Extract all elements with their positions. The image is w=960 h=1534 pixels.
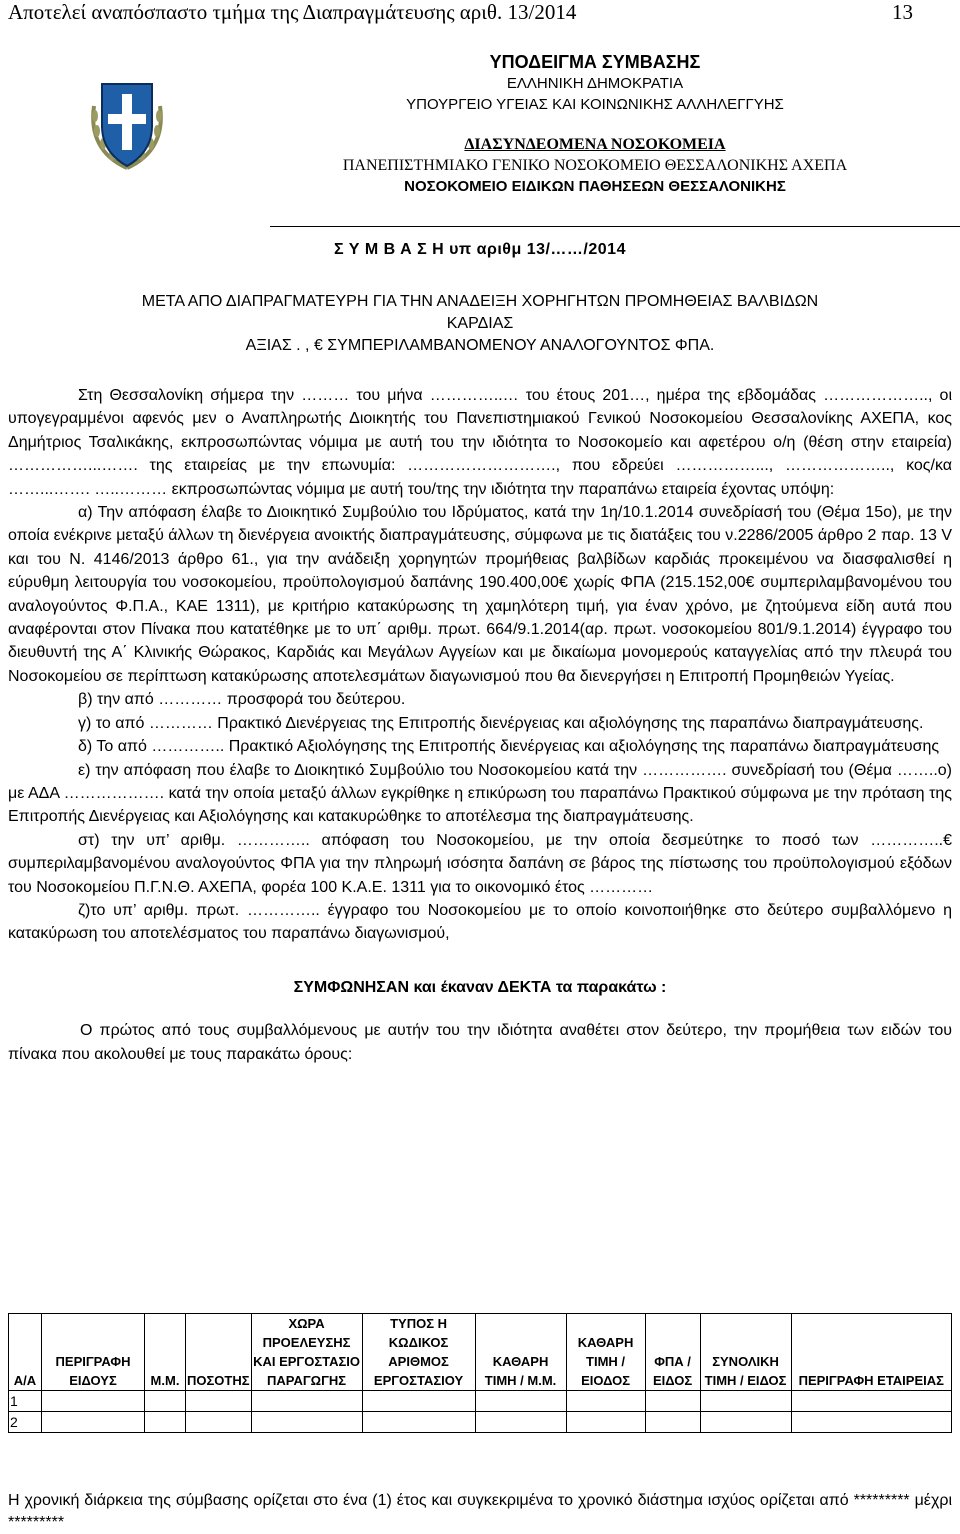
contract-subject xyxy=(0,291,960,357)
clause-e: ε) την απόφαση που έλαβε το Διοικητικό Συμβούλιο του Νοσοκομείου κατά την ……………. συνεδρίασή του (Θέμα ……..ο) με ΑΔΑ ………………. κατά την οποία μεταξύ άλλων εγκρίθηκε η επικύρωση του παραπάνω Πρακτικού σύμφωνα με την πρόταση της Επιτροπής Διενέργειας και Αξιολόγησης και κατακυρώθηκε το αποτέλεσμα της διαπραγμάτευσης. xyxy=(8,761,952,826)
page-number: 13 xyxy=(892,0,913,24)
subject-line-3: ΑΞΙΑΣ . , € ΣΥΜΠΕΡΙΛΑΜΒΑΝΟΜΕΝΟΥ ΑΝΑΛΟΓΟΥΝΤΟΣ ΦΠΑ. xyxy=(245,337,715,354)
heading-divider xyxy=(270,226,960,227)
hospital-name: ΠΑΝΕΠΙΣΤΗΜΙΑΚΟ ΓΕΝΙΚΟ ΝΟΣΟΚΟΜΕΙΟ ΘΕΣΣΑΛΟΝΙΚΗΣ ΑΧΕΠΑ xyxy=(342,157,848,174)
table-row xyxy=(9,1412,952,1433)
clause-st: στ) την υπ’ αριθμ. ………….. απόφαση του Νοσοκομείου, με την οποία δεσμεύτηκε το ποσό των …………..€ συμπεριλαμβανομένου αναλογούντος ΦΠΑ για την πληρωμή ισόσητα δαπάνη σε βάρος της πίστωσης του προϋπολογισμού εξόδων του Νοσοκομείου Π.Γ.Ν.Θ. ΑΧΕΠΑ, φορέα 100 Κ.Α.Ε. 1311 για το οικονομικό έτος ………… xyxy=(8,831,952,896)
column-header: Μ.Μ. xyxy=(145,1314,186,1391)
contract-title: Σ Υ Μ Β Α Σ Η υπ αριθμ 13/……/2014 xyxy=(334,241,626,258)
subject-line-2: ΚΑΡΔΙΑΣ xyxy=(446,315,514,332)
preamble-paragraph: Στη Θεσσαλονίκη σήμερα την ……… του μήνα …………..… του έτους 201…, ημέρα της εβδομάδας ……………….., οι υπογεγραμμένοι αφενός μεν ο Αναπληρωτής Διοικητής του Πανεπιστημιακού Γενικού Νοσοκομείου Θεσσαλονίκης ΑΧΕΠΑ, κος Δημήτριος Τσαλικάκης, εκπροσωπώντας νόμιμα με αυτή του την ιδιότητα το Νοσοκομείο και αφετέρου ο/η (θέση στην εταιρεία) ……………...……. της εταιρείας με την επωνυμία: ………………………., που εδρεύει ……………..., ……………….., κος/κα ……...……. …..……… εκπροσωπώντας νόμιμα με αυτή του/της την ιδιότητα την παραπάνω εταιρεία έχοντας υπόψη: xyxy=(8,387,952,498)
column-header: ΤΥΠΟΣ Η ΚΩΔΙΚΟΣ ΑΡΙΘΜΟΣ ΕΡΓΟΣΤΑΣΙΟΥ xyxy=(362,1314,475,1391)
column-header: ΠΕΡΙΓΡΑΦΗ ΕΤΑΙΡΕΙΑΣ xyxy=(791,1314,951,1391)
contract-body xyxy=(8,384,952,1066)
template-title: ΥΠΟΔΕΙΓΜΑ ΣΥΜΒΑΣΗΣ xyxy=(489,52,701,72)
column-header: ΧΩΡΑ ΠΡΟΕΛΕΥΣΗΣ ΚΑΙ ΕΡΓΟΣΤΑΣΙΟ ΠΑΡΑΓΩΓΗΣ xyxy=(251,1314,362,1391)
column-header: ΣΥΝΟΛΙΚΗ ΤΙΜΗ / ΕΙΔΟΣ xyxy=(700,1314,791,1391)
greek-coat-of-arms-icon xyxy=(88,76,166,172)
column-header: Α/Α xyxy=(9,1314,42,1391)
clause-z: ζ)το υπ’ αριθμ. πρωτ. ………….. έγγραφο του Νοσοκομείου με το οποίο κοινοποιήθηκε στο δεύτερο συμβαλλόμενο η κατακύρωση του αποτελέσματος του παραπάνω διαγωνισμού, xyxy=(8,901,952,943)
row-number: 1 xyxy=(9,1391,42,1412)
republic-name: ΕΛΛΗΝΙΚΗ ΔΗΜΟΚΡΑΤΙΑ xyxy=(506,75,684,92)
ministry-name: ΥΠΟΥΡΓΕΙΟ ΥΓΕΙΑΣ ΚΑΙ ΚΟΙΝΩΝΙΚΗΣ ΑΛΛΗΛΕΓΓΥΗΣ xyxy=(406,96,784,113)
column-header: ΦΠΑ / ΕΙΔΟΣ xyxy=(645,1314,700,1391)
page-header xyxy=(8,0,913,22)
first-party-paragraph: Ο πρώτος από τους συμβαλλόμενους με αυτήν του την ιδιότητα αναθέτει στον δεύτερο, την προμήθεια των ειδών του πίνακα που ακολουθεί με τους παρακάτω όρους: xyxy=(8,1022,952,1063)
clause-a: α) Την απόφαση έλαβε το Διοικητικό Συμβούλιο του Ιδρύματος, κατά την 1η/10.1.2014 συνεδρίασή του (Θέμα 15ο), με την οποία ενέκρινε μεταξύ άλλων τη διενέργεια ανοικτής διαπραγμάτευσης, σύμφωνα με τις διατάξεις του ν.2286/2005 άρθρο 2 παρ. 13 V και του Ν. 4146/2013 άρθρο 61., για την ανάδειξη χορηγητών προμήθειας βαλβίδων καρδιάς προκειμένου να διασφαλισθεί η εύρυθμη λειτουργία του νοσοκομείου, προϋπολογισμού δαπάνης 190.400,00€ χωρίς ΦΠΑ (215.152,00€ συμπεριλαμβανομένου του αναλογούντος Φ.Π.Α., ΚΑΕ 1311), με κριτήριο κατακύρωσης τη χαμηλότερη τιμή, για έναν χρόνο, με ζητούμενα είδη αυτά που αναφέρονται στον Πίνακα που κατατέθηκε με το υπ΄ αριθμ. πρωτ. 664/9.1.2014(αρ. πρωτ. νοσοκομείου 801/9.1.2014) έγγραφο του διευθυντή της Α΄ Κλινικής Θώρακος, Καρδιάς και Μεγάλων Αγγείων και με δικαίωμα μονομερούς καταγγελίας από την πλευρά του Νοσοκομείου σε περίπτωση κατακύρωσης αποτελεσμάτων διαγωνισμού που θα διενεργήσει η Επιτροπή Προμηθειών Υγείας. xyxy=(8,504,952,685)
table-header-row xyxy=(9,1314,952,1391)
clause-c: γ) το από ………… Πρακτικό Διενέργειας της Επιτροπής διενέργειας και αξιολόγησης της παραπάνω διαπραγμάτευσης. xyxy=(78,714,924,732)
hospital-group-name: ΔΙΑΣΥΝΔΕΟΜΕΝΑ ΝΟΣΟΚΟΜΕΙΑ xyxy=(464,136,726,153)
items-table xyxy=(8,1313,952,1433)
column-header: ΠΕΡΙΓΡΑΦΗ ΕΙΔΟΥΣ xyxy=(42,1314,145,1391)
subject-line-1: ΜΕΤΑ ΑΠΟ ΔΙΑΠΡΑΓΜΑΤΕΥΡΗ ΓΙΑ ΤΗΝ ΑΝΑΔΕΙΞΗ ΧΟΡΗΓΗΤΩΝ ΠΡΟΜΗΘΕΙΑΣ ΒΑΛΒΙΔΩΝ xyxy=(141,293,819,310)
agreement-heading: ΣΥΜΦΩΝΗΣΑΝ και έκαναν ΔΕΚΤΑ τα παρακάτω : xyxy=(293,978,667,996)
clause-b: β) την από ………… προσφορά του δεύτερου. xyxy=(78,691,406,709)
clause-d: δ) Το από ………….. Πρακτικό Αξιολόγησης της Επιτροπής διενέργειας και αξιολόγησης της παραπάνω διαπραγμάτευσης xyxy=(78,738,940,756)
document-reference: Αποτελεί αναπόσπαστο τμήμα της Διαπραγμάτευσης αριθ. 13/2014 xyxy=(8,0,577,24)
column-header: ΚΑΘΑΡΗ ΤΙΜΗ / Μ.Μ. xyxy=(475,1314,566,1391)
contract-duration-paragraph: Η χρονική διάρκεια της σύμβασης ορίζεται στο ένα (1) έτος και συγκεκριμένα το χρονικό διάστημα ισχύος ορίζεται από ********* μέχρι ********* xyxy=(8,1492,952,1531)
column-header: ΠΟΣΟΤΗΣ xyxy=(186,1314,252,1391)
document-heading xyxy=(270,50,920,198)
row-number: 2 xyxy=(9,1412,42,1433)
column-header: ΚΑΘΑΡΗ ΤΙΜΗ / ΕΙΟΔΟΣ xyxy=(566,1314,645,1391)
hospital-unit-name: ΝΟΣΟΚΟΜΕΙΟ ΕΙΔΙΚΩΝ ΠΑΘΗΣΕΩΝ ΘΕΣΣΑΛΟΝΙΚΗΣ xyxy=(404,178,786,195)
table-row xyxy=(9,1391,952,1412)
